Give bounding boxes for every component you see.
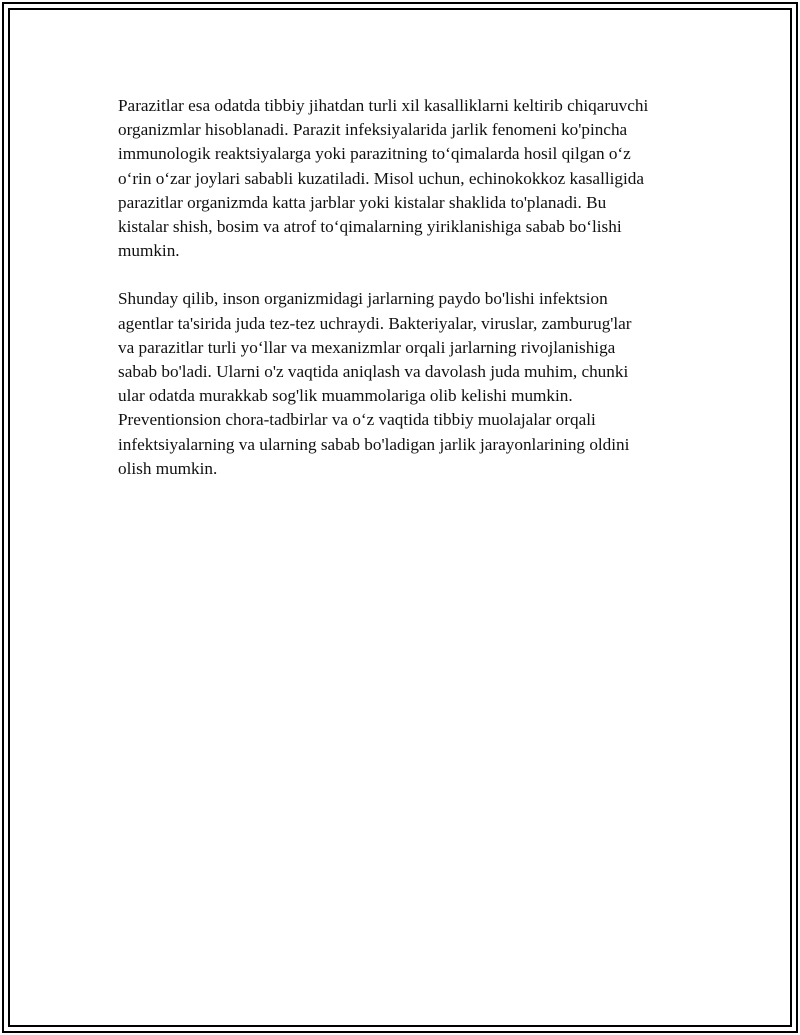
paragraph-line: organizmlar hisoblanadi. Parazit infeksiyalarida jarlik fenomeni ko'pincha <box>118 120 628 140</box>
document-body <box>118 94 690 505</box>
paragraph-line: ular odatda murakkab sog'lik muammolariga olib kelishi mumkin. <box>118 386 573 406</box>
paragraph-line: Shunday qilib, inson organizmidagi jarlarning paydo bo'lishi infektsion <box>118 289 608 309</box>
paragraph-line: parazitlar organizmda katta jarblar yoki kistalar shaklida to'planadi. Bu <box>118 192 607 212</box>
paragraph-line: va parazitlar turli yo‘llar va mexanizmlar orqali jarlarning rivojlanishiga <box>118 337 616 357</box>
paragraph-1 <box>118 94 690 263</box>
paragraph-line: o‘rin o‘zar joylari sababli kuzatiladi. Misol uchun, echinokokkoz kasalligida <box>118 168 644 188</box>
paragraph-line: infektsiyalarning va ularning sabab bo'ladigan jarlik jarayonlarining oldini <box>118 434 630 454</box>
paragraph-line: Preventionsion chora-tadbirlar va o‘z vaqtida tibbiy muolajalar orqali <box>118 410 596 430</box>
paragraph-line: Parazitlar esa odatda tibbiy jihatdan turli xil kasalliklarni keltirib chiqaruvchi <box>118 96 649 115</box>
paragraph-2 <box>118 287 690 481</box>
paragraph-line: sabab bo'ladi. Ularni o'z vaqtida aniqlash va davolash juda muhim, chunki <box>118 362 629 382</box>
paragraph-line: mumkin. <box>118 241 180 261</box>
paragraph-line: olish mumkin. <box>118 458 218 478</box>
paragraph-line: immunologik reaktsiyalarga yoki parazitning to‘qimalarda hosil qilgan o‘z <box>118 144 631 164</box>
paragraph-line: agentlar ta'sirida juda tez-tez uchraydi. Bakteriyalar, viruslar, zamburug'lar <box>118 313 632 333</box>
paragraph-line: kistalar shish, bosim va atrof to‘qimalarning yiriklanishiga sabab bo‘lishi <box>118 217 622 237</box>
